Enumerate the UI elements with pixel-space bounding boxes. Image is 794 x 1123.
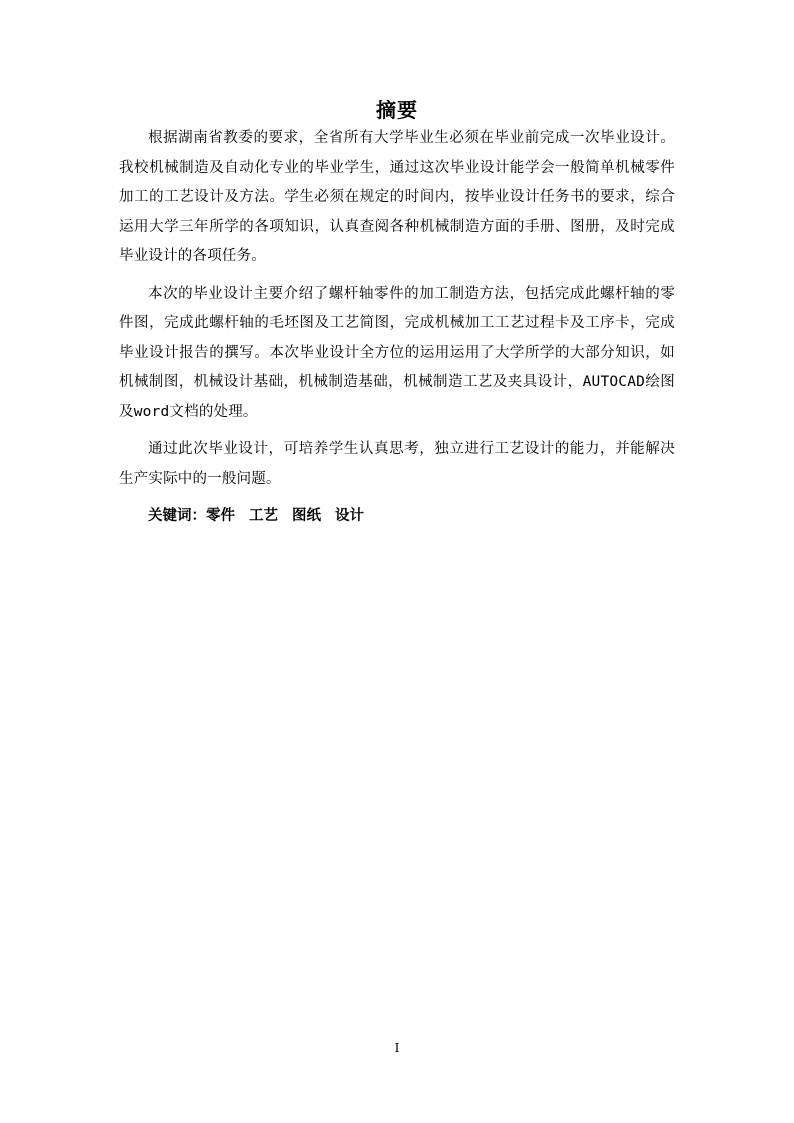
keywords-label: 关键词： xyxy=(148,508,206,524)
abstract-body xyxy=(119,124,675,531)
keyword-2: 工艺 xyxy=(249,508,278,524)
page-number: I xyxy=(394,1041,400,1055)
keyword-4: 设计 xyxy=(335,508,364,524)
keywords-line xyxy=(119,502,675,531)
keyword-1: 零件 xyxy=(206,508,235,524)
paragraph-2: 本次的毕业设计主要介绍了螺杆轴零件的加工制造方法，包括完成此螺杆轴的零件图，完成此螺杆轴的毛坯图及工艺简图，完成机械加工工艺过程卡及工序卡，完成毕业设计报告的撰写。本次毕业设计全方位的运用运用了大学所学的大部分知识，如机械制图，机械设计基础，机械制造基础，机械制造工艺及夹具设计，AUTOCAD绘图及word文档的处理。 xyxy=(119,285,675,420)
keyword-3: 图纸 xyxy=(292,508,321,524)
page-title: 摘要 xyxy=(376,98,418,122)
paragraph-1: 根据湖南省教委的要求，全省所有大学毕业生必须在毕业前完成一次毕业设计。我校机械制造及自动化专业的毕业学生，通过这次毕业设计能学会一般简单机械零件加工的工艺设计及方法。学生必须在规定的时间内，按毕业设计任务书的要求，综合运用大学三年所学的各项知识，认真查阅各种机械制造方面的手册、图册，及时完成毕业设计的各项任务。 xyxy=(119,130,675,264)
paragraph-3: 通过此次毕业设计，可培养学生认真思考，独立进行工艺设计的能力，并能解决生产实际中的一般问题。 xyxy=(119,441,675,487)
